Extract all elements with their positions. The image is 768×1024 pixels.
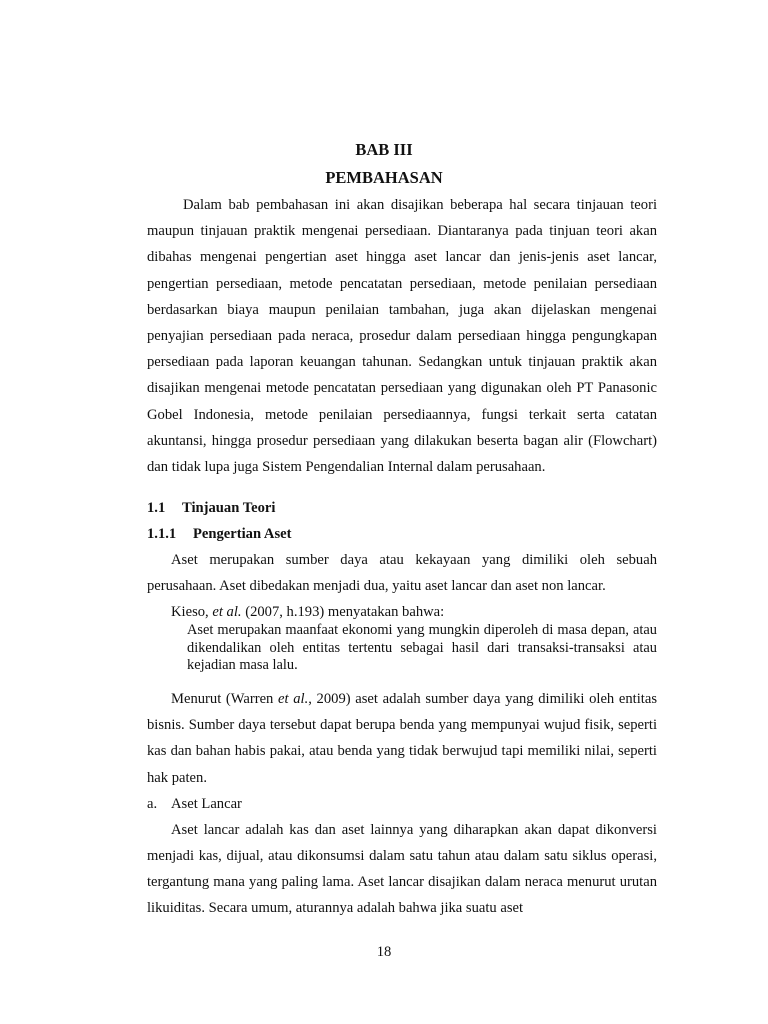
aset-paragraph: Aset merupakan sumber daya atau kekayaan yang dimiliki oleh sebuah perusahaan. Aset dibedakan menjadi dua, yaitu aset lancar dan aset non lancar.: [147, 552, 657, 594]
section-heading-1-1-1: [147, 521, 657, 547]
warren-after: , 2009) aset adalah sumber daya yang dimiliki oleh entitas bisnis. Sumber daya tersebut dapat berupa benda yang mempunyai wujud fisik, seperti kas dan bahan habis pakai, atau benda yang tidak berwujud tapi memiliki nilai, seperti hak paten.: [147, 691, 657, 786]
item-heading-a: [147, 791, 657, 817]
section-continued: [147, 686, 657, 922]
warren-before: Menurut (Warren: [171, 691, 274, 707]
section-heading-1-1: [147, 495, 657, 521]
aset-lancar-paragraph: Aset lancar adalah kas dan aset lainnya yang diharapkan akan dapat dikonversi menjadi kas, dijual, atau dikonsumsi dalam satu tahun atau dalam satu siklus operasi, tergantung mana yang paling lama. Aset lancar disajikan dalam neraca menurut urutan likuiditas. Secara umum, aturannya adalah bahwa jika suatu aset: [147, 821, 657, 917]
intro-section: [147, 192, 657, 480]
section-number: 1.1: [147, 500, 166, 516]
citation-author: Kieso,: [171, 604, 209, 620]
warren-etal: et al.: [278, 691, 309, 707]
warren-paragraph: [147, 686, 657, 791]
chapter-title: PEMBAHASAN: [325, 168, 443, 187]
intro-paragraph: Dalam bab pembahasan ini akan disajikan beberapa hal secara tinjauan teori maupun tinjauan praktik mengenai persediaan. Diantaranya pada tinjuan teori akan dibahas mengenai pengertian aset hingga aset lancar dan jenis-jenis aset lancar, pengertian persediaan, metode pencatatan persediaan, metode penilaian persediaan berdasarkan biaya maupun penilaian tambahan, juga akan dijelaskan mengenai penyajian persediaan pada neraca, prosedur dalam persediaan hingga pengungkapan persediaan pada laporan keuangan tahunan. Sedangkan untuk tinjauan praktik akan disajikan mengenai metode pencatatan persediaan yang digunakan oleh PT Panasonic Gobel Indonesia, metode penilaian persediaannya, fungsi terkait serta catatan akuntansi, hingga prosedur persediaan yang dilakukan beserta bagan alir (Flowchart) dan tidak lupa juga Sistem Pengendalian Internal dalam perusahaan.: [147, 197, 657, 476]
section-number: 1.1.1: [147, 526, 177, 542]
section-title: Pengertian Aset: [193, 526, 292, 542]
item-title: Aset Lancar: [171, 795, 242, 812]
section-title: Tinjauan Teori: [182, 500, 276, 516]
section-tinjauan-teori: [147, 495, 657, 625]
citation-etal: et al.: [212, 604, 242, 620]
item-label: a.: [147, 795, 158, 812]
citation-rest: (2007, h.193) menyatakan bahwa:: [245, 604, 445, 620]
chapter-number: BAB III: [355, 140, 413, 159]
block-quote: Aset merupakan maanfaat ekonomi yang mungkin diperoleh di masa depan, atau dikendalikan oleh entitas tertentu sebagai hasil dari transaksi-transaksi atau kejadian masa lalu.: [187, 622, 657, 673]
page-number: 18: [376, 944, 392, 960]
